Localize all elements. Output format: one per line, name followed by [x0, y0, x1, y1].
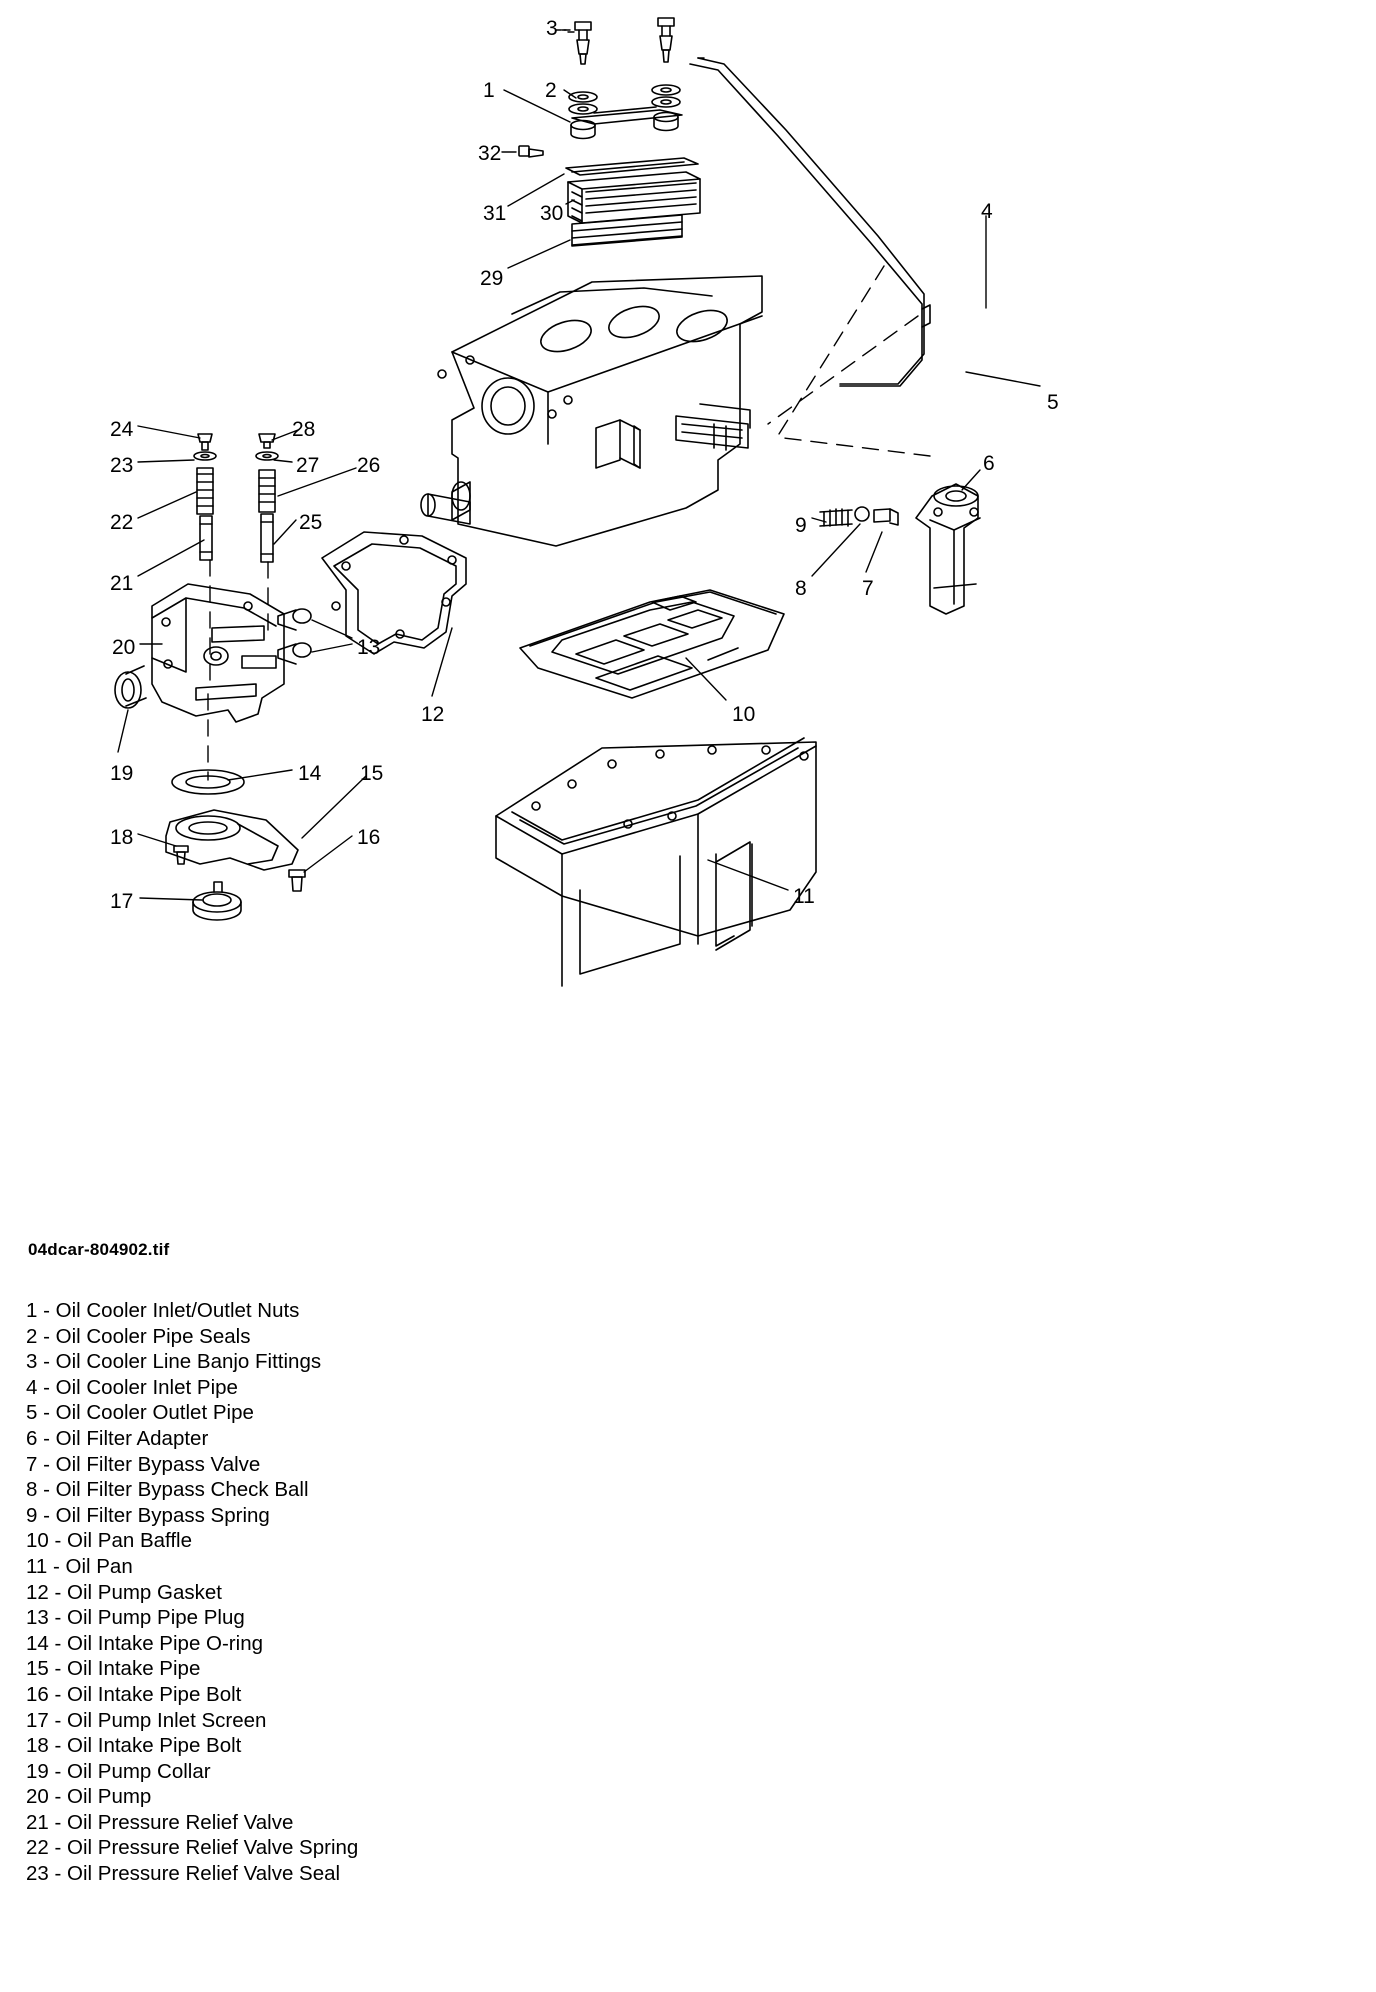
legend-item: 3 - Oil Cooler Line Banjo Fittings [26, 1350, 322, 1374]
callout-17: 17 [110, 890, 134, 913]
callout-31: 31 [483, 202, 507, 225]
callout-13: 13 [357, 636, 381, 659]
file-name-caption: 04dcar-804902.tif [28, 1240, 170, 1259]
oil-cooler-core [568, 172, 700, 246]
legend-item: 23 - Oil Pressure Relief Valve Seal [26, 1862, 341, 1886]
legend-item: 9 - Oil Filter Bypass Spring [26, 1503, 270, 1527]
legend-item: 20 - Oil Pump [26, 1785, 152, 1809]
legend-item: 22 - Oil Pressure Relief Valve Spring [26, 1836, 359, 1860]
legend-item: 16 - Oil Intake Pipe Bolt [26, 1682, 242, 1706]
legend-item: 19 - Oil Pump Collar [26, 1759, 211, 1783]
legend-item: 4 - Oil Cooler Inlet Pipe [26, 1375, 238, 1399]
callout-11: 11 [793, 885, 815, 908]
callout-4: 4 [981, 200, 993, 223]
legend-item: 21 - Oil Pressure Relief Valve [26, 1810, 294, 1834]
engine-block [421, 276, 762, 546]
oil-pan [496, 738, 816, 986]
legend-item: 2 - Oil Cooler Pipe Seals [26, 1324, 251, 1348]
callout-21: 21 [110, 572, 134, 595]
banjo-bolt-right [658, 18, 674, 62]
leader-lines [118, 30, 1040, 900]
callout-1: 1 [483, 79, 495, 102]
legend-item: 15 - Oil Intake Pipe [26, 1657, 201, 1681]
callout-15: 15 [360, 762, 384, 785]
callout-23: 23 [110, 454, 134, 477]
callout-25: 25 [299, 511, 323, 534]
callout-10: 10 [732, 703, 756, 726]
callout-32: 32 [478, 142, 502, 165]
oil-pump-assembly [115, 434, 466, 722]
legend-item: 12 - Oil Pump Gasket [26, 1580, 222, 1604]
legend-item: 13 - Oil Pump Pipe Plug [26, 1606, 245, 1630]
legend-item: 6 - Oil Filter Adapter [26, 1426, 209, 1450]
callout-9: 9 [795, 514, 807, 537]
legend-item: 1 - Oil Cooler Inlet/Outlet Nuts [26, 1299, 300, 1322]
banjo-bolt-left [575, 22, 591, 64]
legend-item: 5 - Oil Cooler Outlet Pipe [26, 1401, 254, 1425]
legend-item: 7 - Oil Filter Bypass Valve [26, 1452, 261, 1476]
callout-6: 6 [983, 452, 995, 475]
callout-18: 18 [110, 826, 134, 849]
callout-19: 19 [110, 762, 134, 785]
callout-12: 12 [421, 703, 445, 726]
callout-22: 22 [110, 511, 134, 534]
callout-26: 26 [357, 454, 381, 477]
callout-2: 2 [545, 79, 557, 102]
callout-29: 29 [480, 267, 504, 290]
oil-cooler-assembly [519, 18, 930, 386]
callout-27: 27 [296, 454, 320, 477]
legend-item: 8 - Oil Filter Bypass Check Ball [26, 1478, 309, 1502]
callout-8: 8 [795, 577, 807, 600]
oil-cooler-bolt-32 [519, 146, 543, 157]
legend-item: 17 - Oil Pump Inlet Screen [26, 1708, 267, 1732]
callout-5: 5 [1047, 391, 1059, 414]
legend-item: 14 - Oil Intake Pipe O-ring [26, 1631, 263, 1655]
legend-item: 11 - Oil Pan [26, 1554, 133, 1578]
callout-28: 28 [292, 418, 316, 441]
callout-7: 7 [862, 577, 874, 600]
oil-filter-adapter [916, 484, 980, 614]
callout-3: 3 [546, 17, 558, 40]
oil-pan-baffle [520, 590, 784, 698]
callout-24: 24 [110, 418, 134, 441]
legend-item: 18 - Oil Intake Pipe Bolt [26, 1734, 242, 1758]
assembly-dashed-lines [208, 58, 930, 780]
legend-item: 10 - Oil Pan Baffle [26, 1529, 192, 1553]
parts-legend-list [26, 1298, 726, 1887]
callout-14: 14 [298, 762, 322, 785]
oil-pump-pipe-plugs [278, 609, 311, 664]
oil-filter-bypass-parts [820, 507, 898, 526]
callout-20: 20 [112, 636, 136, 659]
oil-cooler-pipes [690, 58, 930, 386]
callout-30: 30 [540, 202, 564, 225]
oil-intake-pipe-group [166, 770, 305, 920]
callout-16: 16 [357, 826, 381, 849]
